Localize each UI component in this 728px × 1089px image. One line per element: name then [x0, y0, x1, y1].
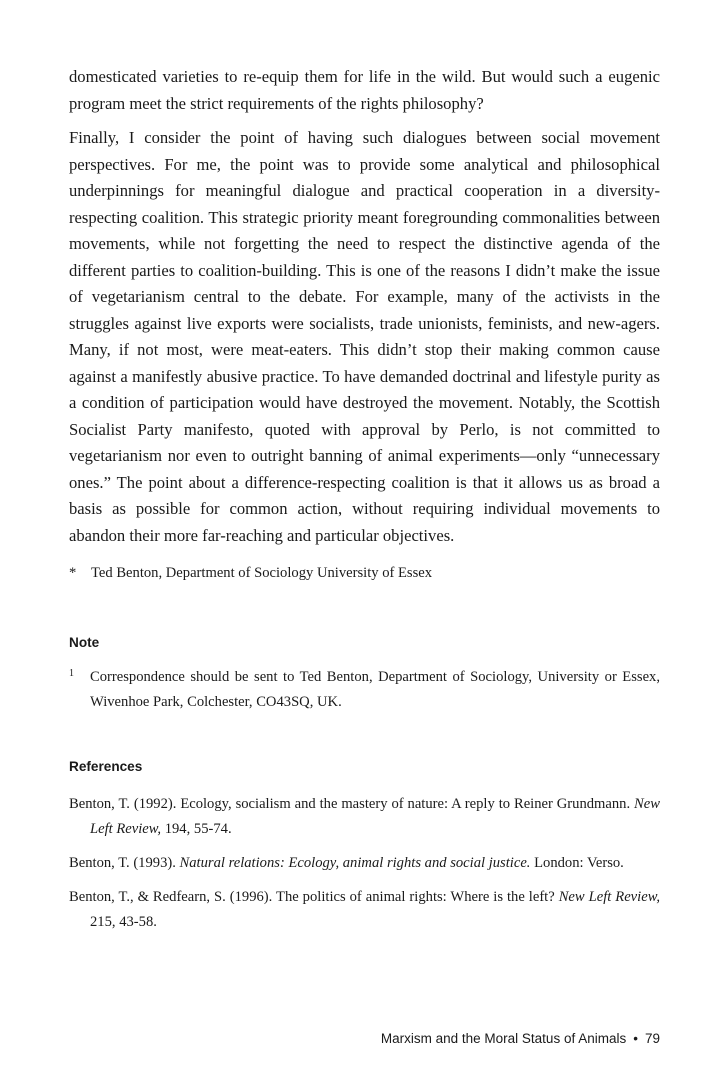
reference-text: Benton, T. (1992). Ecology, socialism and the mastery of nature: A reply to Reiner Grundmann. [69, 796, 635, 812]
reference-source: New Left Review, [90, 796, 660, 837]
author-affiliation [69, 563, 660, 583]
note-number: 1 [69, 668, 74, 679]
reference-item [69, 851, 660, 876]
body-paragraph-1: domesticated varieties to re-equip them for life in the wild. But would such a eugenic program meet the strict requirements of the rights philosophy? [69, 67, 660, 113]
reference-item [69, 792, 660, 842]
reference-source: New Left Review, [558, 889, 660, 905]
note-item [69, 665, 660, 715]
reference-text: Benton, T. (1993). [69, 855, 180, 871]
references-heading: References [69, 759, 143, 774]
reference-details: 215, 43-58. [90, 914, 157, 930]
reference-details: 194, 55-74. [161, 821, 232, 837]
running-title: Marxism and the Moral Status of Animals [380, 1031, 627, 1046]
reference-details: London: Verso. [530, 855, 624, 871]
affiliation-marker: * [69, 565, 77, 581]
footer-separator: • [633, 1031, 638, 1046]
page-number: 79 [644, 1031, 660, 1046]
body-paragraph-2: Finally, I consider the point of having such dialogues between social movement perspectives. For me, the point was to provide some analytical and philosophical underpinnings for meaningful dialogue and practical cooperation in a diversity-respecting coalition. This strategic priority meant foregrounding commonalities between movements, while not forgetting the need to respect the distinctive agenda of the different parties to coalition-building. This is one of the reasons I didn’t make the issue of vegetarianism central to the debate. For example, many of the activists in the struggles against live exports were socialists, trade unionists, feminists, and new-agers. Many, if not most, were meat-eaters. This didn’t stop their making common cause against a manifestly abusive practice. To have demanded doctrinal and lifestyle purity as a condition of participation would have destroyed the movement. Notably, the Scottish Socialist Party manifesto, quoted with approval by Perlo, is not committed to vegetarianism nor even to outright banning of animal experiments—only “unnecessary ones.” The point about a difference-respecting coalition is that it allows us as broad a basis as possible for common action, without requiring individual movements to abandon their more far-reaching and particular objectives. [69, 128, 660, 545]
reference-list [69, 792, 660, 935]
reference-item [69, 885, 660, 935]
reference-text: Benton, T., & Redfearn, S. (1996). The politics of animal rights: Where is the left? [69, 889, 559, 905]
note-heading: Note [69, 635, 100, 650]
affiliation-text: Ted Benton, Department of Sociology University of Essex [91, 565, 433, 581]
page-body [69, 64, 660, 935]
page-footer [381, 1031, 660, 1046]
note-text: Correspondence should be sent to Ted Benton, Department of Sociology, University or Essex, Wivenhoe Park, Colchester, CO43SQ, UK. [90, 669, 660, 710]
reference-source: Natural relations: Ecology, animal rights and social justice. [179, 855, 531, 871]
